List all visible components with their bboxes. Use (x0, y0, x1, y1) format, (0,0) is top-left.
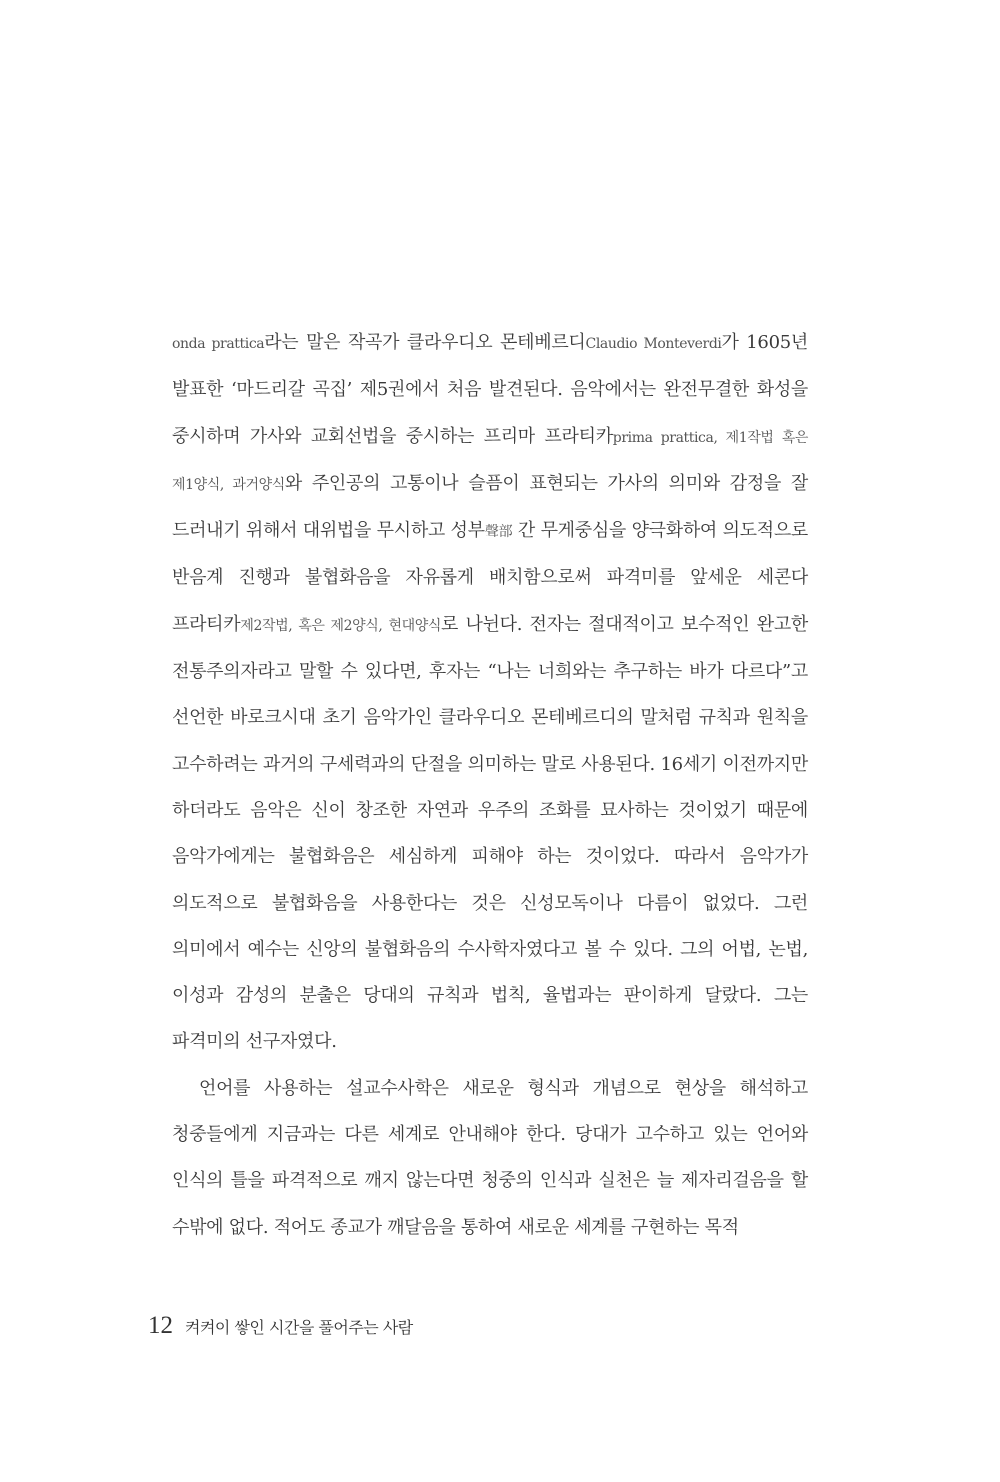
paragraph-1 (172, 320, 808, 1066)
text-segment: 로 나뉜다. 전자는 절대적이고 보수적인 완고한 전통주의자라고 말할 수 있다면, 후자는 “나는 너희와는 추구하는 바가 다르다”고 선언한 바로크시대 초기 음악가인 클라우디오 몬테베르디의 말처럼 규칙과 원칙을 고수하려는 과거의 구세력과의 단절을 의미하는 말로 사용된다. 16세기 이전까지만 하더라도 음악은 신이 창조한 자연과 우주의 조화를 묘사하는 것이었기 때문에 음악가에게는 불협화음은 세심하게 피해야 하는 것이었다. 따라서 음악가가 의도적으로 불협화음을 사용한다는 것은 신성모독이나 다름이 없었다. 그런 의미에서 예수는 신앙의 불협화음의 수사학자였다고 볼 수 있다. 그의 어법, 논법, 이성과 감성의 분출은 당대의 규칙과 법칙, 율법과는 판이하게 달랐다. 그는 파격미의 선구자였다. (172, 613, 808, 1053)
page-number: 12 (148, 1312, 173, 1339)
paragraph-2 (172, 1066, 808, 1251)
term-onda-prattica: onda prattica (172, 336, 265, 352)
body-text (172, 320, 808, 1251)
running-title: 켜켜이 쌓인 시간을 풀어주는 사람 (185, 1318, 413, 1337)
term-seongbu-hanja: 聲部 (484, 524, 513, 541)
text-segment: 라는 말은 작곡가 클라우디오 몬테베르디 (264, 332, 586, 353)
text-segment: 가 1605년 발표한 ‘마드리갈 곡집’ 제5권에서 처음 발견된다. 음악에서는 완전무결한 화성을 중시하며 가사와 교회선법을 중시하는 프리마 프라티카 (172, 332, 808, 447)
term-claudio-monteverdi: Claudio Monteverdi (585, 336, 722, 352)
term-prima-prattica: prima prattica, 제1작법 혹은 제1양식, 과거양식 (172, 429, 808, 493)
page-footer (148, 1312, 413, 1340)
text-segment: 언어를 사용하는 설교수사학은 새로운 형식과 개념으로 현상을 해석하고 청중들에게 지금과는 다른 세계로 안내해야 한다. 당대가 고수하고 있는 언어와 인식의 틀을 파격적으로 깨지 않는다면 청중의 인식과 실천은 늘 제자리걸음을 할 수밖에 없다. 적어도 종교가 깨달음을 통하여 새로운 세계를 구현하는 목적 (172, 1077, 808, 1238)
text-segment: 간 무게중심을 양극화하여 의도적으로 반음계 진행과 불협화음을 자유롭게 배치함으로써 파격미를 앞세운 세콘다 프라티카 (172, 520, 809, 635)
text-segment: 와 주인공의 고통이나 슬픔이 표현되는 가사의 의미와 감정을 잘 드러내기 위해서 대위법을 무시하고 성부 (172, 472, 808, 542)
term-seconda-prattica-gloss: 제2작법, 혹은 제2양식, 현대양식 (240, 617, 441, 634)
